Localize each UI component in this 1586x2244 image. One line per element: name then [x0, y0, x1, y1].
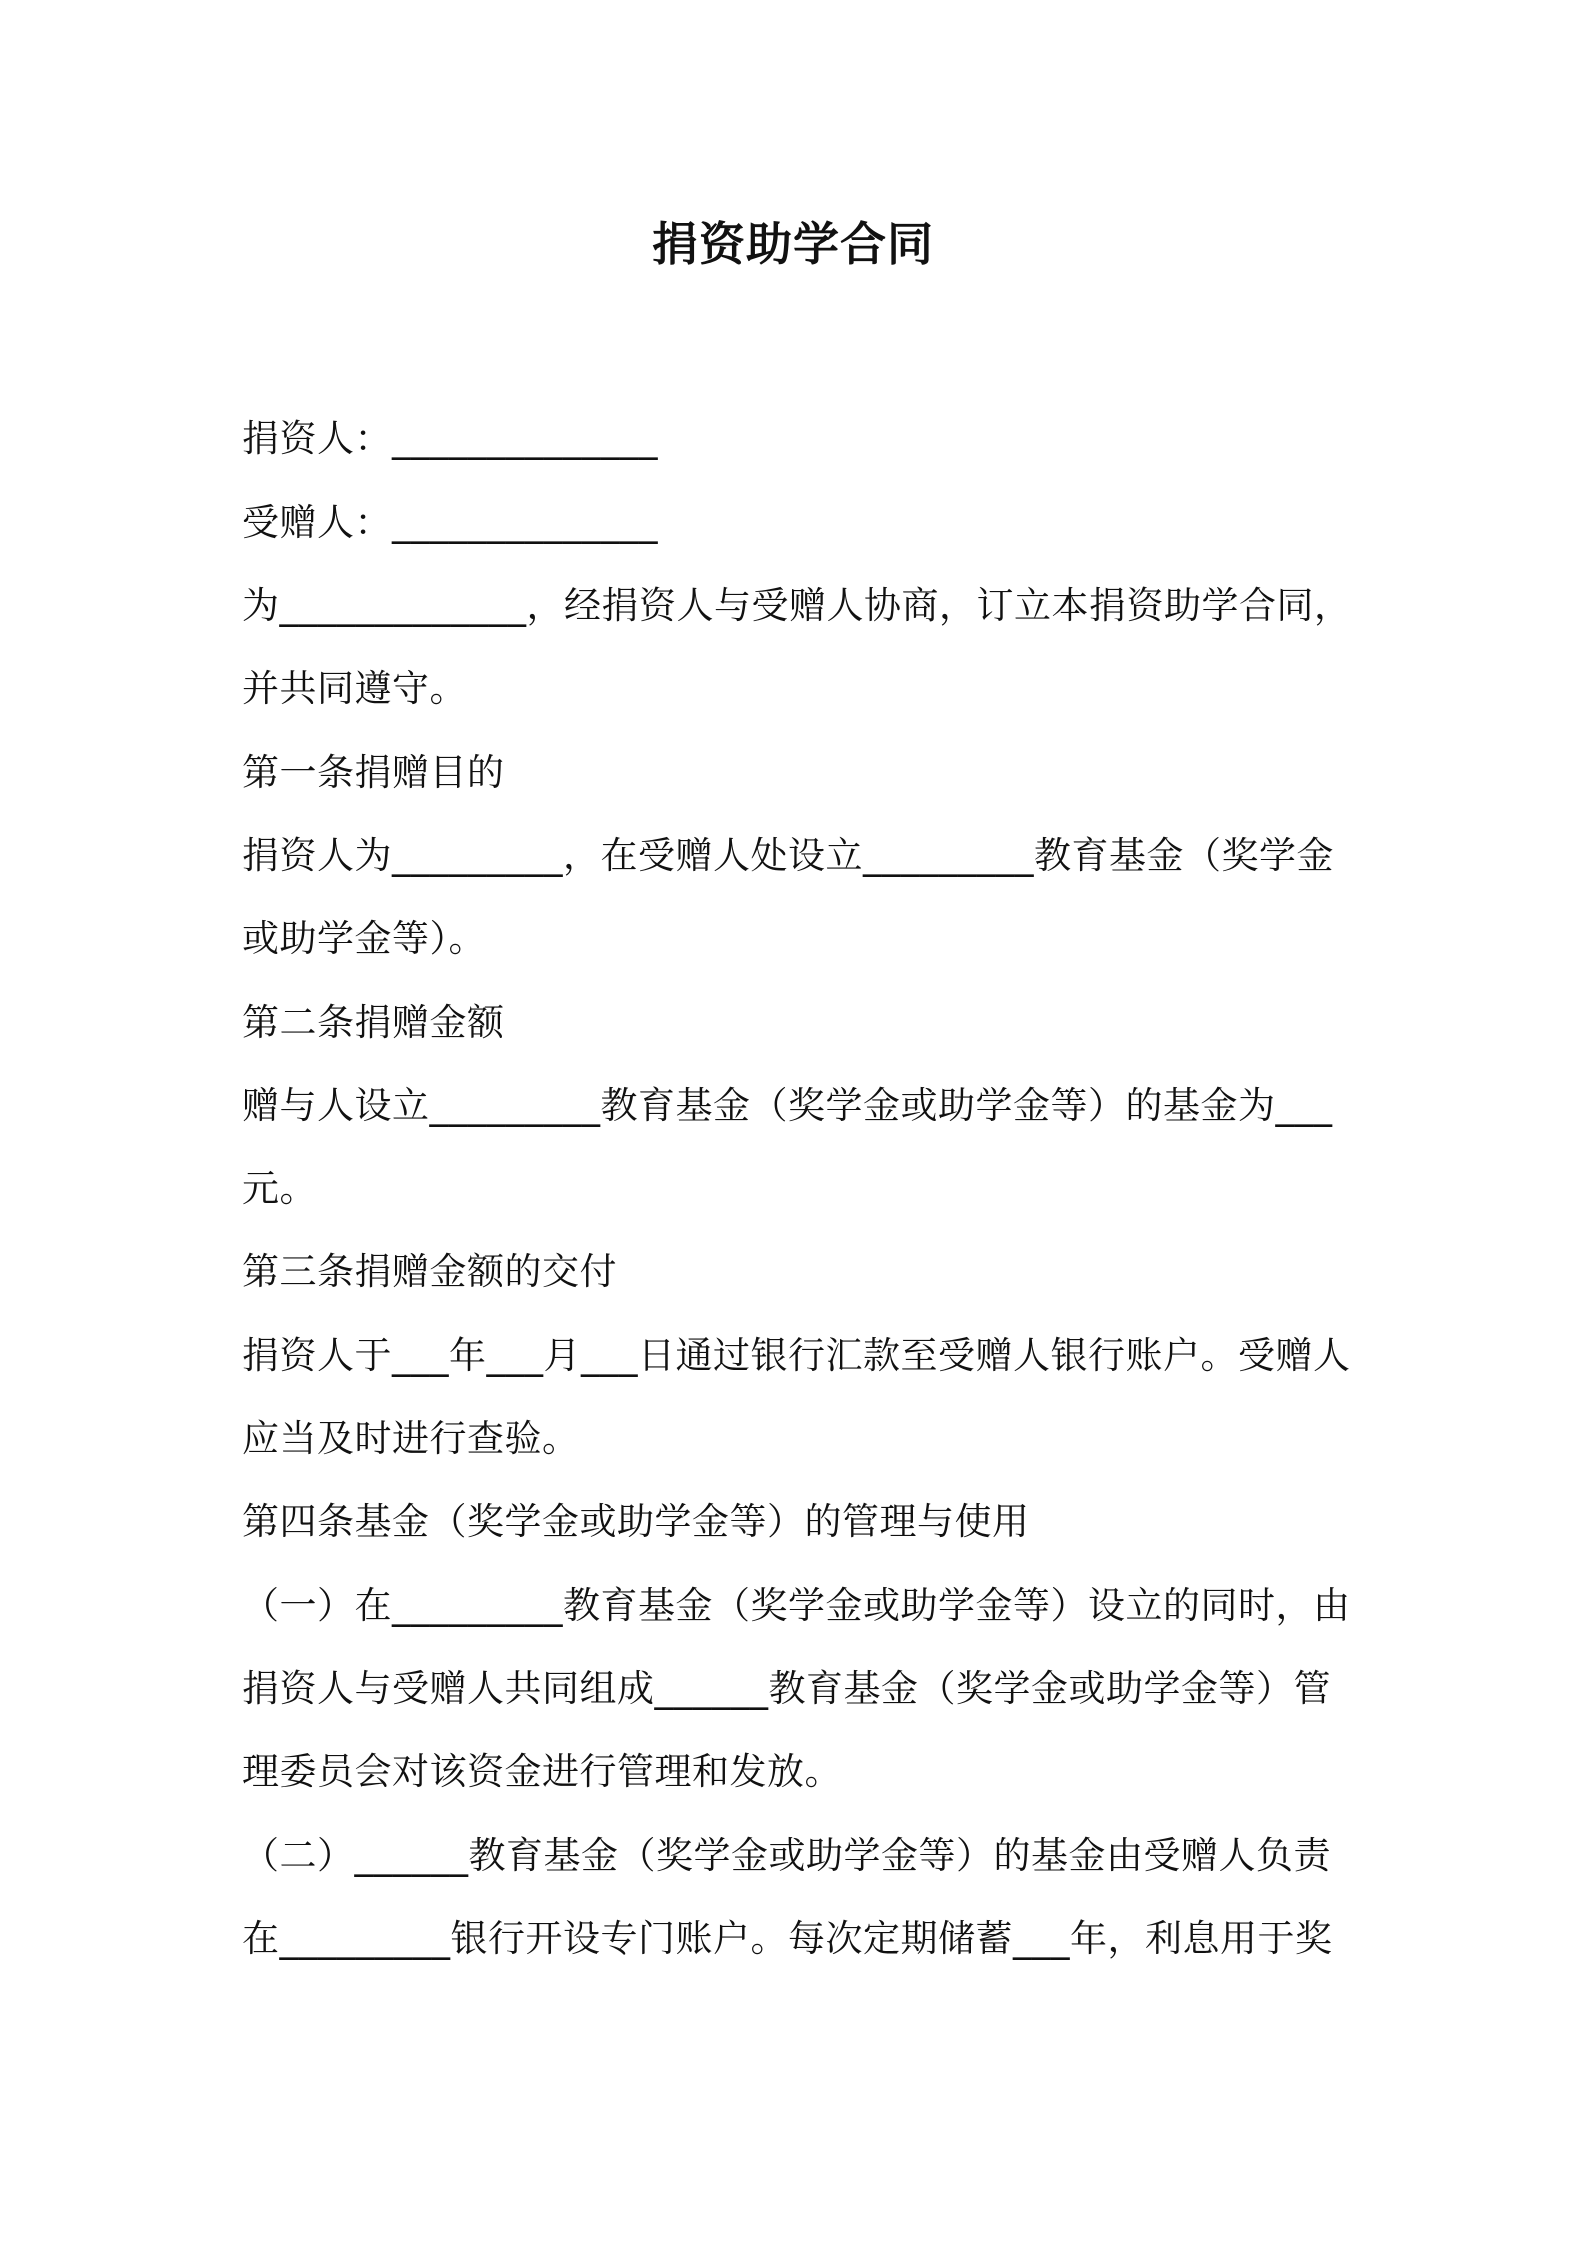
- document-title: 捐资助学合同: [652, 217, 934, 271]
- article-3-heading: 第三条捐赠金额的交付: [242, 1250, 617, 1293]
- article-4-item-1-line-3: 理委员会对该资金进行管理和发放。: [242, 1750, 842, 1793]
- article-2-heading: 第二条捐赠金额: [242, 1001, 505, 1044]
- article-4-item-2-line-2: 在_________银行开设专门账户。每次定期储蓄___年，利息用于奖: [242, 1917, 1333, 1960]
- donor-line: 捐资人：______________: [242, 417, 658, 460]
- article-4-item-2-line-1: （二）______教育基金（奖学金或助学金等）的基金由受赠人负责: [242, 1834, 1331, 1877]
- article-4-heading: 第四条基金（奖学金或助学金等）的管理与使用: [242, 1500, 1030, 1543]
- article-1-text-line-2: 或助学金等）。: [242, 917, 486, 960]
- article-3-text-line-1: 捐资人于___年___月___日通过银行汇款至受赠人银行账户。受赠人: [242, 1334, 1351, 1377]
- article-2-text-line-2: 元。: [242, 1167, 317, 1210]
- article-1-text-line-1: 捐资人为_________，在受赠人处设立_________教育基金（奖学金: [242, 834, 1334, 877]
- preamble-line-2: 并共同遵守。: [242, 667, 467, 710]
- preamble-line-1: 为_____________，经捐资人与受赠人协商，订立本捐资助学合同，: [242, 584, 1352, 627]
- article-3-text-line-2: 应当及时进行查验。: [242, 1417, 580, 1460]
- article-4-item-1-line-1: （一）在_________教育基金（奖学金或助学金等）设立的同时，由: [242, 1584, 1351, 1627]
- article-1-heading: 第一条捐赠目的: [242, 751, 505, 794]
- article-2-text-line-1: 赠与人设立_________教育基金（奖学金或助学金等）的基金为___: [242, 1084, 1333, 1127]
- recipient-line: 受赠人：______________: [242, 501, 658, 544]
- article-4-item-1-line-2: 捐资人与受赠人共同组成______教育基金（奖学金或助学金等）管: [242, 1667, 1331, 1710]
